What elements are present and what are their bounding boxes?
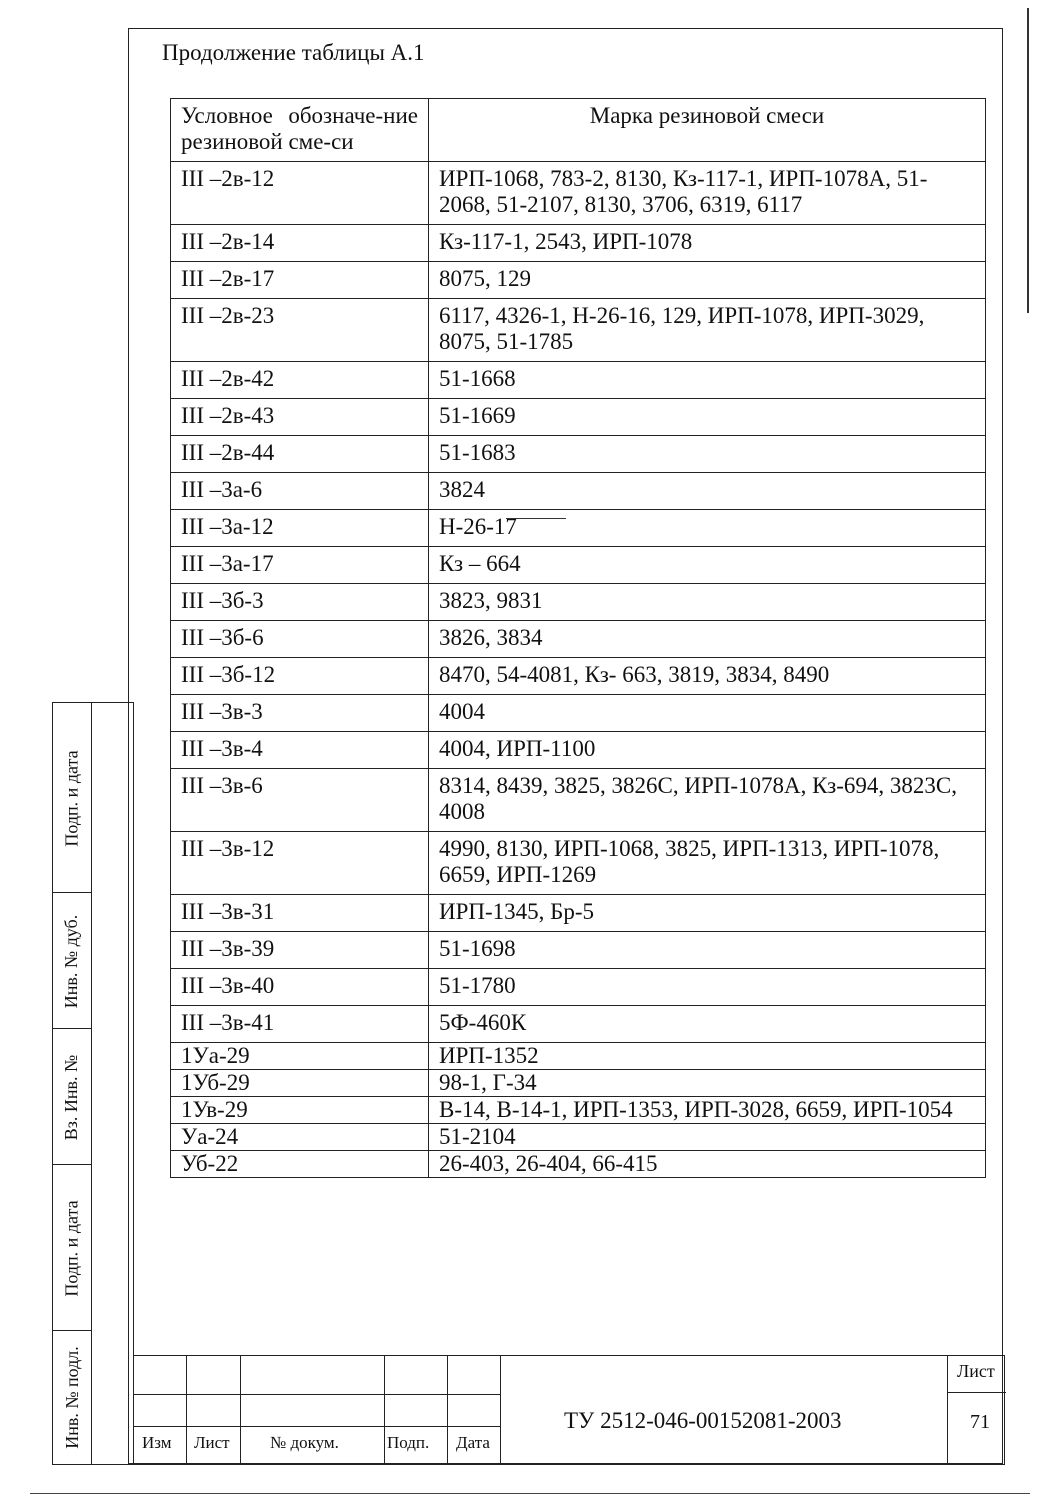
cell-mark: 6117, 4326-1, Н-26-16, 129, ИРП-1078, ИРП-3029, 8075, 51-1785	[429, 299, 986, 362]
cell-mark: 51-1698	[429, 932, 986, 969]
cell-designation: III –3а-6	[171, 473, 429, 510]
cell-designation: 1Уа-29	[171, 1043, 429, 1070]
handwritten-underline	[506, 518, 566, 519]
table-row	[171, 1070, 986, 1097]
cell-mark: 26-403, 26-404, 66-415	[429, 1151, 986, 1178]
table-row	[171, 769, 986, 832]
table-header-row	[171, 99, 986, 162]
cell-mark: 4990, 8130, ИРП-1068, 3825, ИРП-1313, ИРП-1078, 6659, ИРП-1269	[429, 832, 986, 895]
table-row	[171, 399, 986, 436]
cell-designation: III –3а-12	[171, 510, 429, 547]
table-row	[171, 832, 986, 895]
cell-designation: III –2в-44	[171, 436, 429, 473]
tb-data-label: Дата	[456, 1433, 490, 1452]
tb-vline	[500, 1356, 501, 1464]
cell-designation: III –3в-3	[171, 695, 429, 732]
cell-designation: III –2в-42	[171, 362, 429, 399]
table-row	[171, 695, 986, 732]
table-row	[171, 1043, 986, 1070]
cell-mark: 51-1683	[429, 436, 986, 473]
cell-designation: III –2в-43	[171, 399, 429, 436]
header-mark: Марка резиновой смеси	[429, 99, 986, 162]
cell-designation: III –3в-40	[171, 969, 429, 1006]
cell-designation: III –3в-39	[171, 932, 429, 969]
cell-mark: 3824	[429, 473, 986, 510]
cell-designation: III –3б-12	[171, 658, 429, 695]
cell-mark: 51-2104	[429, 1124, 986, 1151]
table-row	[171, 932, 986, 969]
side-stamp-divider	[91, 703, 92, 1464]
cell-designation: III –3а-17	[171, 547, 429, 584]
cell-mark: 4004, ИРП-1100	[429, 732, 986, 769]
tb-vline	[186, 1356, 187, 1464]
tb-hline	[134, 1394, 500, 1395]
cell-designation: III –3в-12	[171, 832, 429, 895]
side-stamp	[52, 702, 134, 1465]
tb-list-label: Лист	[194, 1433, 230, 1452]
tb-vline	[447, 1356, 448, 1464]
table-row	[171, 299, 986, 362]
side-label-vz-inv: Вз. Инв. №	[61, 1054, 82, 1140]
table-row	[171, 1097, 986, 1124]
cell-mark: ИРП-1352	[429, 1043, 986, 1070]
tb-hline	[947, 1392, 1006, 1393]
cell-designation: Уб-22	[171, 1151, 429, 1178]
side-label-inv-podl: Инв. № подл.	[61, 1346, 82, 1449]
cell-mark: 51-1668	[429, 362, 986, 399]
cell-designation: III –3б-6	[171, 621, 429, 658]
cell-mark: 3826, 3834	[429, 621, 986, 658]
table-row	[171, 621, 986, 658]
table-caption: Продолжение таблицы А.1	[162, 40, 425, 65]
cell-designation: III –2в-12	[171, 162, 429, 225]
table-row	[171, 732, 986, 769]
cell-designation: III –3в-6	[171, 769, 429, 832]
side-label-podp-data-bottom: Подп. и дата	[61, 1199, 82, 1297]
table-row	[171, 473, 986, 510]
tb-izm-label: Изм	[142, 1433, 172, 1452]
cell-designation: III –2в-23	[171, 299, 429, 362]
table-row	[171, 362, 986, 399]
cell-mark: В-14, В-14-1, ИРП-1353, ИРП-3028, 6659, ИРП-1054	[429, 1097, 986, 1124]
table-row	[171, 895, 986, 932]
cell-mark: 98-1, Г-34	[429, 1070, 986, 1097]
tb-vline	[947, 1356, 948, 1464]
rubber-compound-table	[170, 98, 986, 1178]
table-row	[171, 1006, 986, 1043]
cell-designation: 1Ув-29	[171, 1097, 429, 1124]
table-row	[171, 658, 986, 695]
table-row	[171, 262, 986, 299]
cell-mark: Кз-117-1, 2543, ИРП-1078	[429, 225, 986, 262]
cell-mark: Кз – 664	[429, 547, 986, 584]
side-label-podp-data-top: Подп. и дата	[61, 749, 82, 847]
document-designation: ТУ 2512-046-00152081-2003	[564, 1408, 842, 1433]
cell-mark: 8075, 129	[429, 262, 986, 299]
tb-vline	[240, 1356, 241, 1464]
tb-podp-label: Подп.	[387, 1433, 430, 1452]
table-row	[171, 547, 986, 584]
cell-mark: Н-26-17	[429, 510, 986, 547]
page-bottom-rule	[30, 1493, 1030, 1494]
cell-mark: 51-1780	[429, 969, 986, 1006]
cell-designation: III –3в-4	[171, 732, 429, 769]
table-row	[171, 969, 986, 1006]
cell-designation: III –2в-17	[171, 262, 429, 299]
sheet-number: 71	[970, 1411, 990, 1433]
cell-designation: Уа-24	[171, 1124, 429, 1151]
cell-mark: ИРП-1345, Бр-5	[429, 895, 986, 932]
cell-designation: III –2в-14	[171, 225, 429, 262]
table-row	[171, 1151, 986, 1178]
table-row	[171, 584, 986, 621]
cell-mark: ИРП-1068, 783-2, 8130, Кз-117-1, ИРП-1078А, 51-2068, 51-2107, 8130, 3706, 6319, 6117	[429, 162, 986, 225]
tb-hline	[134, 1426, 500, 1427]
cell-mark: 3823, 9831	[429, 584, 986, 621]
cell-mark: 8314, 8439, 3825, 3826С, ИРП-1078А, Кз-694, 3823С, 4008	[429, 769, 986, 832]
cell-mark: 5Ф-460К	[429, 1006, 986, 1043]
header-designation: Условное обозначе-ние резиновой сме-си	[171, 99, 429, 162]
table-row	[171, 1124, 986, 1151]
cell-mark: 8470, 54-4081, Кз- 663, 3819, 3834, 8490	[429, 658, 986, 695]
cell-designation: III –3б-3	[171, 584, 429, 621]
cell-mark: 4004	[429, 695, 986, 732]
table-body	[171, 162, 986, 1178]
tb-vline	[384, 1356, 385, 1464]
table-row	[171, 436, 986, 473]
table-row	[171, 510, 986, 547]
cell-designation: 1Уб-29	[171, 1070, 429, 1097]
side-label-inv-dub: Инв. № дуб.	[61, 914, 82, 1008]
table-row	[171, 225, 986, 262]
cell-designation: III –3в-41	[171, 1006, 429, 1043]
cell-designation: III –3в-31	[171, 895, 429, 932]
tb-doc-no-label: № докум.	[270, 1433, 339, 1452]
table-row	[171, 162, 986, 225]
title-block	[133, 1355, 1005, 1465]
cell-mark: 51-1669	[429, 399, 986, 436]
binding-rule	[1027, 8, 1029, 313]
sheet-label: Лист	[957, 1361, 995, 1381]
